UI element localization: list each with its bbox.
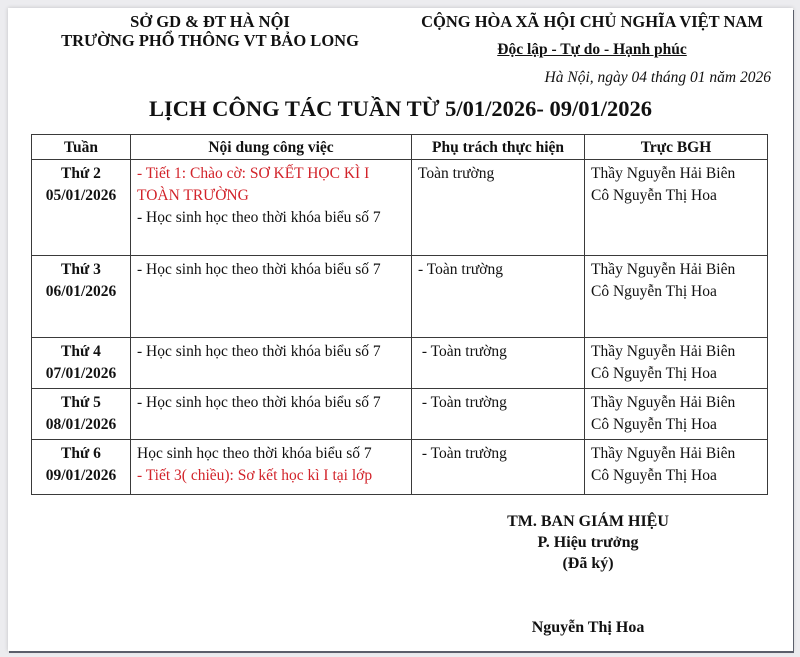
duty-cell — [585, 256, 768, 338]
table-row — [32, 256, 768, 338]
national-title: CỘNG HÒA XÃ HỘI CHỦ NGHĨA VIỆT NAM — [421, 12, 763, 31]
weekly-schedule-table — [31, 134, 768, 495]
duty-person: Cô Nguyễn Thị Hoa — [591, 187, 717, 204]
table-row — [32, 440, 768, 495]
day-label: Thứ 2 — [61, 165, 101, 182]
content-cell — [131, 338, 412, 389]
col-header-responsible: Phụ trách thực hiện — [412, 135, 585, 160]
responsible-cell: - Toàn trường — [412, 389, 585, 440]
duty-person: Cô Nguyễn Thị Hoa — [591, 416, 717, 433]
duty-cell — [585, 440, 768, 495]
content-item: - Học sinh học theo thời khóa biểu số 7 — [137, 394, 381, 411]
day-label: Thứ 5 — [61, 394, 101, 411]
responsible-cell: - Toàn trường — [412, 256, 585, 338]
content-cell — [131, 389, 412, 440]
day-cell — [32, 338, 131, 389]
signer-name: Nguyễn Thị Hoa — [531, 619, 645, 636]
signature-status: (Đã ký) — [562, 555, 614, 572]
content-item-highlight: - Tiết 3( chiều): Sơ kết học kì I tại lớp — [137, 467, 373, 484]
signature-title: TM. BAN GIÁM HIỆU — [507, 513, 669, 530]
responsible-cell: - Toàn trường — [412, 440, 585, 495]
table-row — [32, 389, 768, 440]
day-label: Thứ 6 — [61, 445, 101, 462]
issuing-authority — [40, 12, 380, 50]
duty-person: Cô Nguyễn Thị Hoa — [591, 365, 717, 382]
day-label: Thứ 4 — [61, 343, 101, 360]
content-cell — [131, 440, 412, 495]
duty-cell — [585, 389, 768, 440]
day-cell — [32, 256, 131, 338]
duty-cell — [585, 160, 768, 256]
day-cell — [32, 440, 131, 495]
duty-person: Thầy Nguyễn Hải Biên — [591, 343, 736, 360]
col-header-content: Nội dung công việc — [131, 135, 412, 160]
content-item: Học sinh học theo thời khóa biểu số 7 — [137, 445, 372, 462]
day-cell — [32, 389, 131, 440]
content-cell — [131, 160, 412, 256]
duty-person: Thầy Nguyễn Hải Biên — [591, 445, 736, 462]
day-date: 06/01/2026 — [45, 283, 117, 300]
duty-person: Cô Nguyễn Thị Hoa — [591, 467, 717, 484]
table-row — [32, 160, 768, 256]
national-motto: Độc lập - Tự do - Hạnh phúc — [497, 41, 687, 58]
day-label: Thứ 3 — [61, 261, 101, 278]
duty-person: Thầy Nguyễn Hải Biên — [591, 165, 736, 182]
table-header-row — [32, 135, 768, 160]
day-date: 09/01/2026 — [45, 467, 117, 484]
duty-person: Cô Nguyễn Thị Hoa — [591, 283, 717, 300]
content-item: - Học sinh học theo thời khóa biểu số 7 — [137, 343, 381, 360]
department-name: SỞ GD & ĐT HÀ NỘI — [130, 12, 290, 31]
day-date: 07/01/2026 — [45, 365, 117, 382]
content-cell — [131, 256, 412, 338]
day-date: 08/01/2026 — [45, 416, 117, 433]
col-header-duty: Trực BGH — [585, 135, 768, 160]
duty-person: Thầy Nguyễn Hải Biên — [591, 394, 736, 411]
signature-role: P. Hiệu trưởng — [537, 534, 639, 551]
table-row — [32, 338, 768, 389]
signature-block — [438, 511, 738, 574]
day-cell — [32, 160, 131, 256]
duty-cell — [585, 338, 768, 389]
responsible-cell: Toàn trường — [412, 160, 585, 256]
content-item-highlight: - Tiết 1: Chào cờ: SƠ KẾT HỌC KÌ I TOÀN TRƯỜNG — [137, 165, 370, 204]
document-date: Hà Nội, ngày 04 tháng 01 năm 2026 — [544, 69, 771, 86]
school-name: TRƯỜNG PHỔ THÔNG VT BẢO LONG — [61, 31, 359, 50]
col-header-week: Tuần — [32, 135, 131, 160]
document-page — [8, 8, 793, 651]
content-item: - Học sinh học theo thời khóa biểu số 7 — [137, 209, 381, 226]
responsible-cell: - Toàn trường — [412, 338, 585, 389]
page-title: LỊCH CÔNG TÁC TUẦN TỪ 5/01/2026- 09/01/2026 — [149, 96, 652, 121]
duty-person: Thầy Nguyễn Hải Biên — [591, 261, 736, 278]
day-date: 05/01/2026 — [45, 187, 117, 204]
content-item: - Học sinh học theo thời khóa biểu số 7 — [137, 261, 381, 278]
